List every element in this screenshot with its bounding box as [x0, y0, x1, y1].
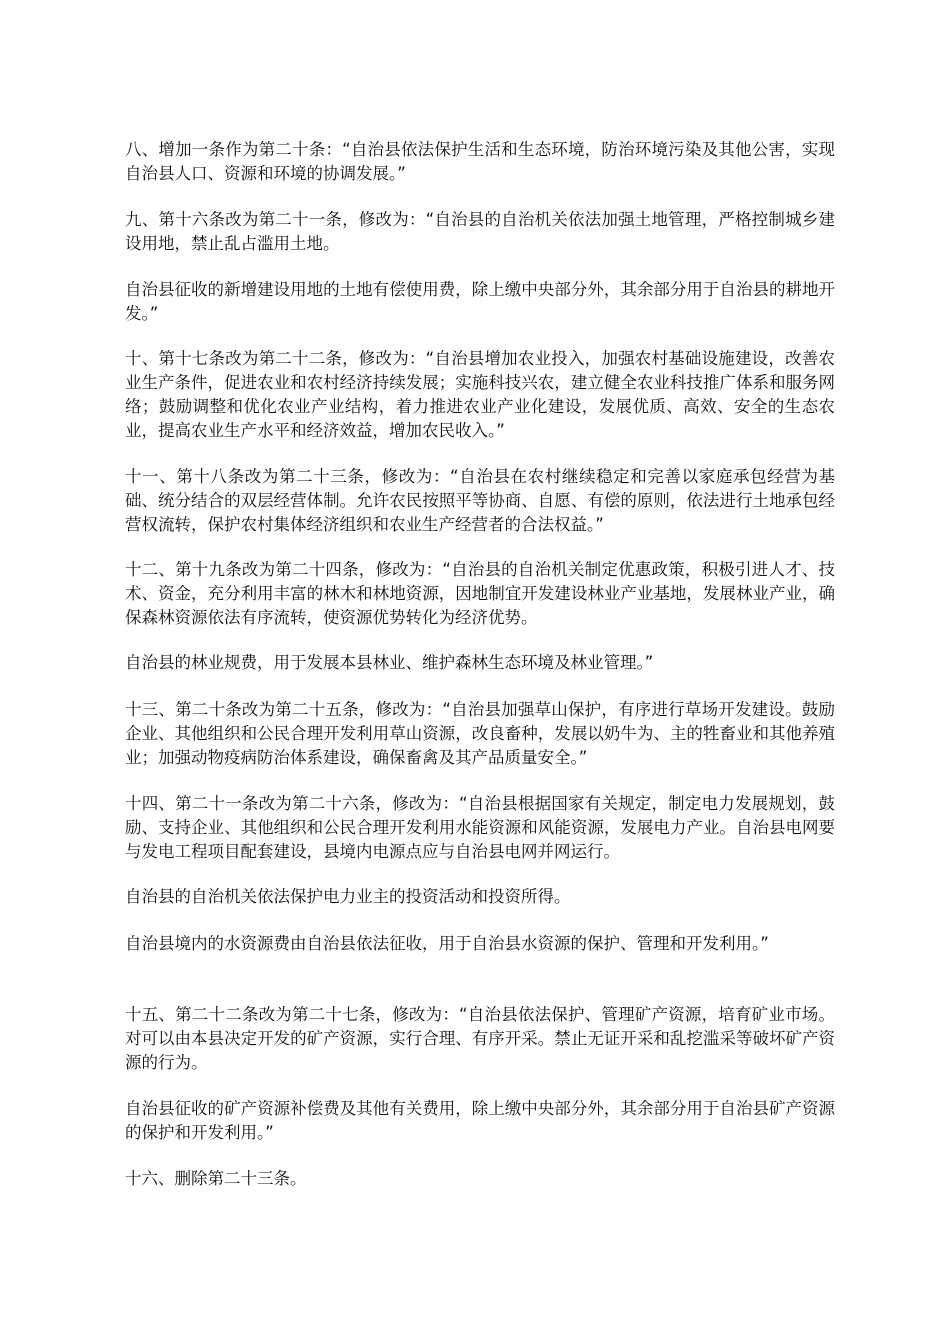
paragraph-item-15-cont: 自治县征收的矿产资源补偿费及其他有关费用，除上缴中央部分外，其余部分用于自治县矿产资源的保护和开发利用。”: [125, 1099, 835, 1142]
paragraph-item-14-cont-2: 自治县境内的水资源费由自治县依法征收，用于自治县水资源的保护、管理和开发利用。”: [125, 934, 769, 953]
paragraph-item-12-cont: 自治县的林业规费，用于发展本县林业、维护森林生态环境及林业管理。”: [125, 653, 654, 672]
paragraph-item-15: 十五、第二十二条改为第二十七条，修改为：“自治县依法保护、管理矿产资源，培育矿业市场。对可以由本县决定开发的矿产资源，实行合理、有序开采。禁止无证开采和乱挖滥采等破坏矿产资源的行为。: [125, 1005, 835, 1072]
paragraph-item-9: 九、第十六条改为第二十一条，修改为：“自治县的自治机关依法加强土地管理，严格控制城乡建设用地，禁止乱占滥用土地。: [125, 210, 835, 253]
paragraph-item-14: 十四、第二十一条改为第二十六条，修改为：“自治县根据国家有关规定，制定电力发展规划，鼓励、支持企业、其他组织和公民合理开发利用水能资源和风能资源，发展电力产业。自治县电网要与发电工程项目配套建设，县境内电源点应与自治县电网并网运行。: [125, 794, 835, 861]
paragraph-item-12: 十二、第十九条改为第二十四条，修改为：“自治县的自治机关制定优惠政策，积极引进人才、技术、资金，充分利用丰富的林木和林地资源，因地制宜开发建设林业产业基地，发展林业产业，确保森林资源依法有序流转，使资源优势转化为经济优势。: [125, 560, 835, 627]
paragraph-item-8: 八、增加一条作为第二十条：“自治县依法保护生活和生态环境，防治环境污染及其他公害，实现自治县人口、资源和环境的协调发展。”: [125, 140, 835, 183]
paragraph-item-13: 十三、第二十条改为第二十五条，修改为：“自治县加强草山保护，有序进行草场开发建设。鼓励企业、其他组织和公民合理开发利用草山资源，改良畜种，发展以奶牛为、主的牲畜业和其他养殖业；加强动物疫病防治体系建设，确保畜禽及其产品质量安全。”: [125, 700, 835, 767]
paragraph-item-9-cont: 自治县征收的新增建设用地的土地有偿使用费，除上缴中央部分外，其余部分用于自治县的耕地开发。”: [125, 280, 835, 323]
paragraph-item-16: 十六、删除第二十三条。: [125, 1169, 307, 1188]
paragraph-item-10: 十、第十七条改为第二十二条，修改为：“自治县增加农业投入，加强农村基础设施建设，改善农业生产条件，促进农业和农村经济持续发展；实施科技兴农，建立健全农业科技推广体系和服务网络；鼓励调整和优化农业产业结构，着力推进农业产业化建设，发展优质、高效、安全的生态农业，提高农业生产水平和经济效益，增加农民收入。”: [125, 349, 835, 440]
paragraph-item-11: 十一、第十八条改为第二十三条，修改为：“自治县在农村继续稳定和完善以家庭承包经营为基础、统分结合的双层经营体制。允许农民按照平等协商、自愿、有偿的原则，依法进行土地承包经营权流转，保护农村集体经济组织和农业生产经营者的合法权益。”: [125, 467, 835, 534]
paragraph-item-14-cont-1: 自治县的自治机关依法保护电力业主的投资活动和投资所得。: [125, 887, 571, 906]
